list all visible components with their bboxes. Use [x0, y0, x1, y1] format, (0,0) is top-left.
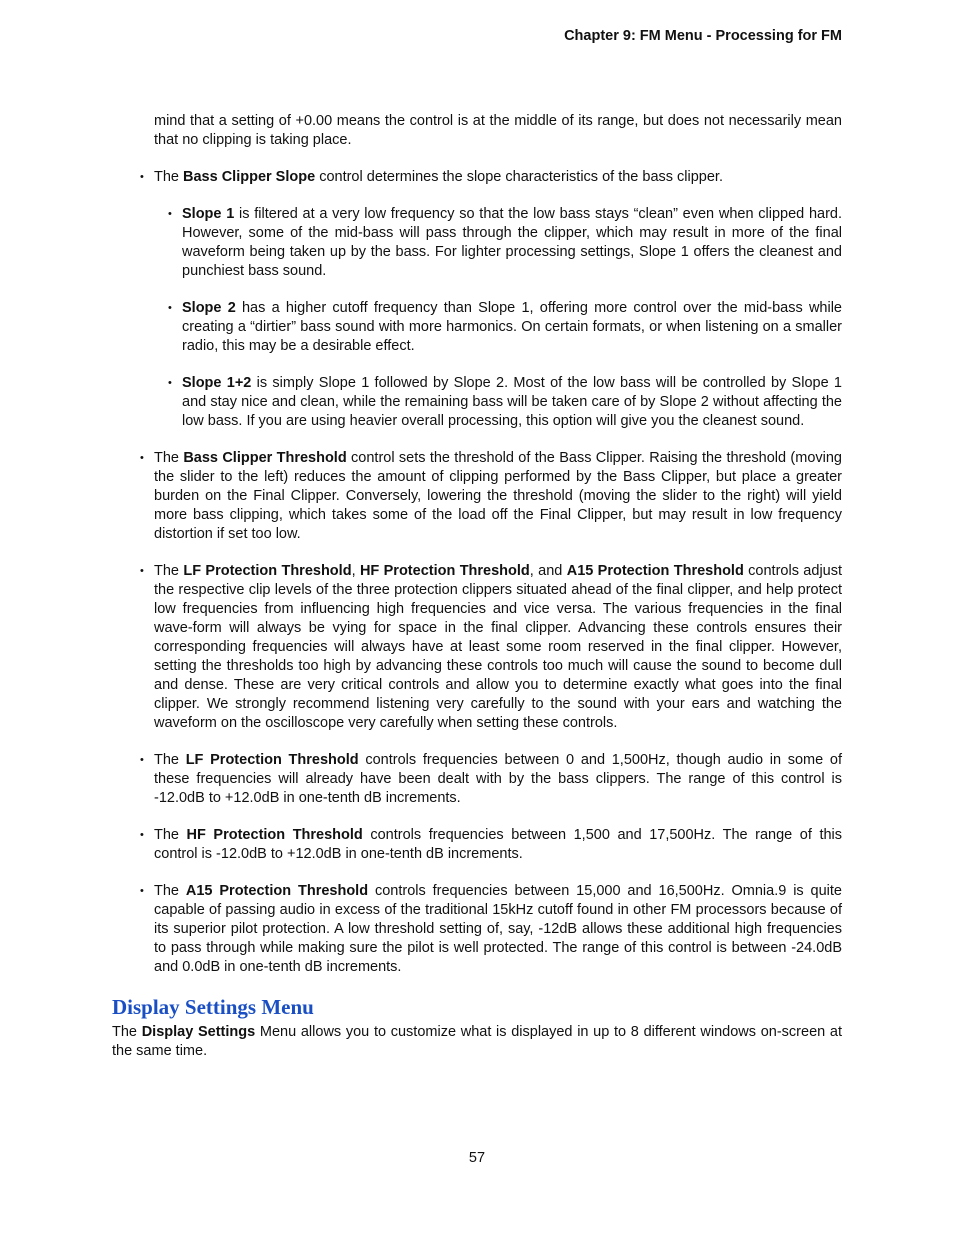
term-lf-protection-threshold: LF Protection Threshold	[185, 752, 359, 768]
bullet-dot: •	[168, 377, 172, 389]
term-bass-clipper-slope: Bass Clipper Slope	[183, 169, 316, 185]
chapter-header: Chapter 9: FM Menu - Processing for FM	[564, 28, 842, 44]
bullet-dot: •	[168, 208, 172, 220]
bullet-bass-clipper-slope: • The Bass Clipper Slope control determines the slope characteristics of the bass clipper.	[140, 169, 723, 185]
bullet-lf-protection: • The LF Protection Threshold controls frequencies between 0 and 1,500Hz, though audio in some of these frequencies will already have been dealt with by the bass clippers. The range of this control is -12.0dB to +12.0dB in one-tenth dB increments.	[140, 752, 843, 806]
subbullet-slope-2: • Slope 2 has a higher cutoff frequency than Slope 1, offering more control over the mid-bass while creating a “dirtier” bass sound with more harmonics. On certain formats, or when listening on a smaller radio, this may be a desirable effect.	[168, 300, 842, 354]
display-settings-paragraph: The Display Settings Menu allows you to customize what is displayed in up to 8 different windows on-screen at the same time.	[112, 1024, 842, 1059]
page-content	[112, 112, 842, 1061]
term-a15-protection-threshold: A15 Protection Threshold	[185, 883, 369, 899]
bullet-dot: •	[140, 171, 144, 183]
section-heading-display-settings: Display Settings Menu	[112, 995, 314, 1019]
bullet-dot: •	[140, 885, 144, 897]
continued-paragraph: mind that a setting of +0.00 means the control is at the middle of its range, but does not necessarily mean that no clipping is taking place.	[154, 113, 842, 148]
term-slope-1: Slope 1	[182, 206, 235, 222]
bullet-a15-protection: • The A15 Protection Threshold controls frequencies between 15,000 and 16,500Hz. Omnia.9 is quite capable of passing audio in excess of the traditional 15kHz cutoff found in other FM processors because of its superior pilot protection. A low threshold setting of, say, -12dB allows these additional high frequencies to pass through while making sure the pilot is well protected. The range of this control is between -24.0dB and 0.0dB in one-tenth dB increments.	[140, 883, 843, 975]
term-bass-clipper-threshold: Bass Clipper Threshold	[183, 450, 347, 466]
bullet-hf-protection: • The HF Protection Threshold controls frequencies between 1,500 and 17,500Hz. The range of this control is -12.0dB to +12.0dB in one-tenth dB increments.	[140, 827, 843, 862]
term-slope-1-plus-2: Slope 1+2	[182, 375, 252, 391]
bullet-dot: •	[140, 452, 144, 464]
bullet-bass-clipper-threshold: • The Bass Clipper Threshold control sets the threshold of the Bass Clipper. Raising the threshold (moving the slider to the left) reduces the amount of clipping performed by the Bass Clipper, but place a greater burden on the Final Clipper. Conversely, lowering the threshold (moving the slider to the right) will yield more bass clipping, which takes some of the load off the Final Clipper, but may result in low frequency distortion if set too low.	[140, 450, 843, 542]
term-hf-protection-threshold: HF Protection Threshold	[186, 827, 363, 843]
term-a15-protection-threshold: A15 Protection Threshold	[566, 563, 744, 579]
term-display-settings: Display Settings	[141, 1024, 256, 1040]
bullet-dot: •	[168, 302, 172, 314]
term-hf-protection-threshold: HF Protection Threshold	[359, 563, 530, 579]
term-slope-2: Slope 2	[182, 300, 236, 316]
subbullet-slope-1-plus-2: • Slope 1+2 is simply Slope 1 followed by Slope 2. Most of the low bass will be controlled by Slope 1 and stay nice and clean, while the remaining bass will be taken care of by Slope 2 without affecting the low bass. If you are using heavier overall processing, this option will give you the cleanest sound.	[168, 375, 842, 429]
term-lf-protection-threshold: LF Protection Threshold	[183, 563, 352, 579]
bullet-dot: •	[140, 754, 144, 766]
bullet-dot: •	[140, 829, 144, 841]
bullet-dot: •	[140, 565, 144, 577]
page-number: 57	[468, 1150, 486, 1166]
bullet-protection-thresholds: • The LF Protection Threshold, HF Protection Threshold, and A15 Protection Threshold controls adjust the respective clip levels of the three protection clippers situated ahead of the final clipper, and help protect low frequencies from influencing high frequencies and vice versa. The various frequencies in the final wave-form will always be vying for space in the final clipper. Advancing these controls ensures their corresponding frequencies will always have at least some room reserved in the final clipper. However, setting the thresholds too high by advancing these controls too much will cause the sound to become dull and dense. These are very critical controls and allow you to determine exactly what goes into the final clipper. We strongly recommend listening very carefully to the sound with your ears and watching the waveform on the oscilloscope very carefully when setting these controls.	[140, 563, 843, 731]
subbullet-slope-1: • Slope 1 is filtered at a very low frequency so that the low bass stays “clean” even when clipped hard. However, some of the mid-bass will pass through the clipper, which may result in more of the final waveform being taken up by the bass. For lighter processing settings, Slope 1 offers the cleanest and punchiest bass sound.	[168, 206, 842, 279]
